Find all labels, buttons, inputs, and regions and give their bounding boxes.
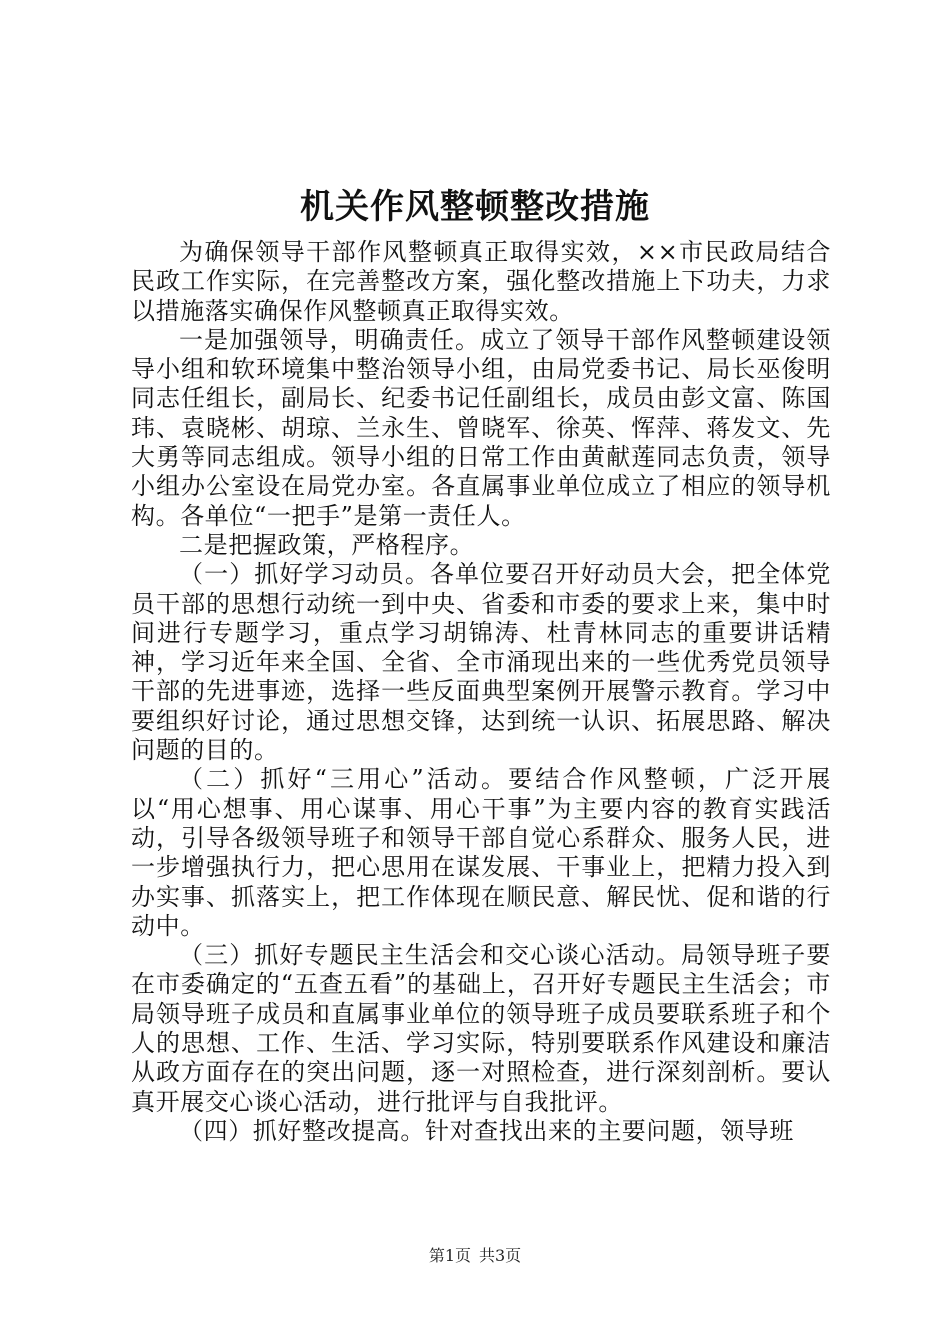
page-number-total: 共3页 (479, 1246, 522, 1265)
paragraph-three-hearts: （二）抓好“三用心”活动。要结合作风整顿，广泛开展以“用心想事、用心谋事、用心干事”为主要内容的教育实践活动，引导各级领导班子和领导干部自觉心系群众、服务人民，进一步增强执行力，把心思用在谋发展、干事业上，把精力投入到办实事、抓落实上，把工作体现在顺民意、解民忧、促和谐的行动中。 (131, 765, 831, 940)
paragraph-democratic-life: （三）抓好专题民主生活会和交心谈心活动。局领导班子要在市委确定的“五查五看”的基础上，召开好专题民主生活会；市局领导班子成员和直属事业单位的领导班子成员要联系班子和个人的思想、工作、生活、学习实际，特别要联系作风建设和廉洁从政方面存在的突出问题，逐一对照检查，进行深刻剖析。要认真开展交心谈心活动，进行批评与自我批评。 (131, 941, 831, 1116)
paragraph-rectification: （四）抓好整改提高。针对查找出来的主要问题，领导班 (179, 1116, 794, 1145)
page-number-current: 第1页 (428, 1246, 471, 1265)
paragraph-policy: 二是把握政策，严格程序。 (179, 530, 475, 559)
paragraph-study: （一）抓好学习动员。各单位要召开好动员大会，把全体党员干部的思想行动统一到中央、省委和市委的要求上来，集中时间进行专题学习，重点学习胡锦涛、杜青林同志的重要讲话精神，学习近年来全国、全省、全市涌现出来的一些优秀党员领导干部的先进事迹，选择一些反面典型案例开展警示教育。学习中要组织好讨论，通过思想交锋，达到统一认识、拓展思路、解决问题的目的。 (131, 560, 831, 765)
document-title: 机关作风整顿整改措施 (300, 187, 650, 227)
document-body (131, 238, 831, 1146)
paragraph-intro: 为确保领导干部作风整顿真正取得实效，××市民政局结合民政工作实际，在完善整改方案，强化整改措施上下功夫，力求以措施落实确保作风整顿真正取得实效。 (131, 238, 831, 325)
paragraph-leadership: 一是加强领导，明确责任。成立了领导干部作风整顿建设领导小组和软环境集中整治领导小组，由局党委书记、局长巫俊明同志任组长，副局长、纪委书记任副组长，成员由彭文富、陈国玮、袁晓彬、胡琼、兰永生、曾晓军、徐英、恽萍、蒋发文、先大勇等同志组成。领导小组的日常工作由黄献莲同志负责，领导小组办公室设在局党办室。各直属事业单位成立了相应的领导机构。各单位“一把手”是第一责任人。 (131, 325, 831, 530)
page-footer (0, 1245, 950, 1267)
